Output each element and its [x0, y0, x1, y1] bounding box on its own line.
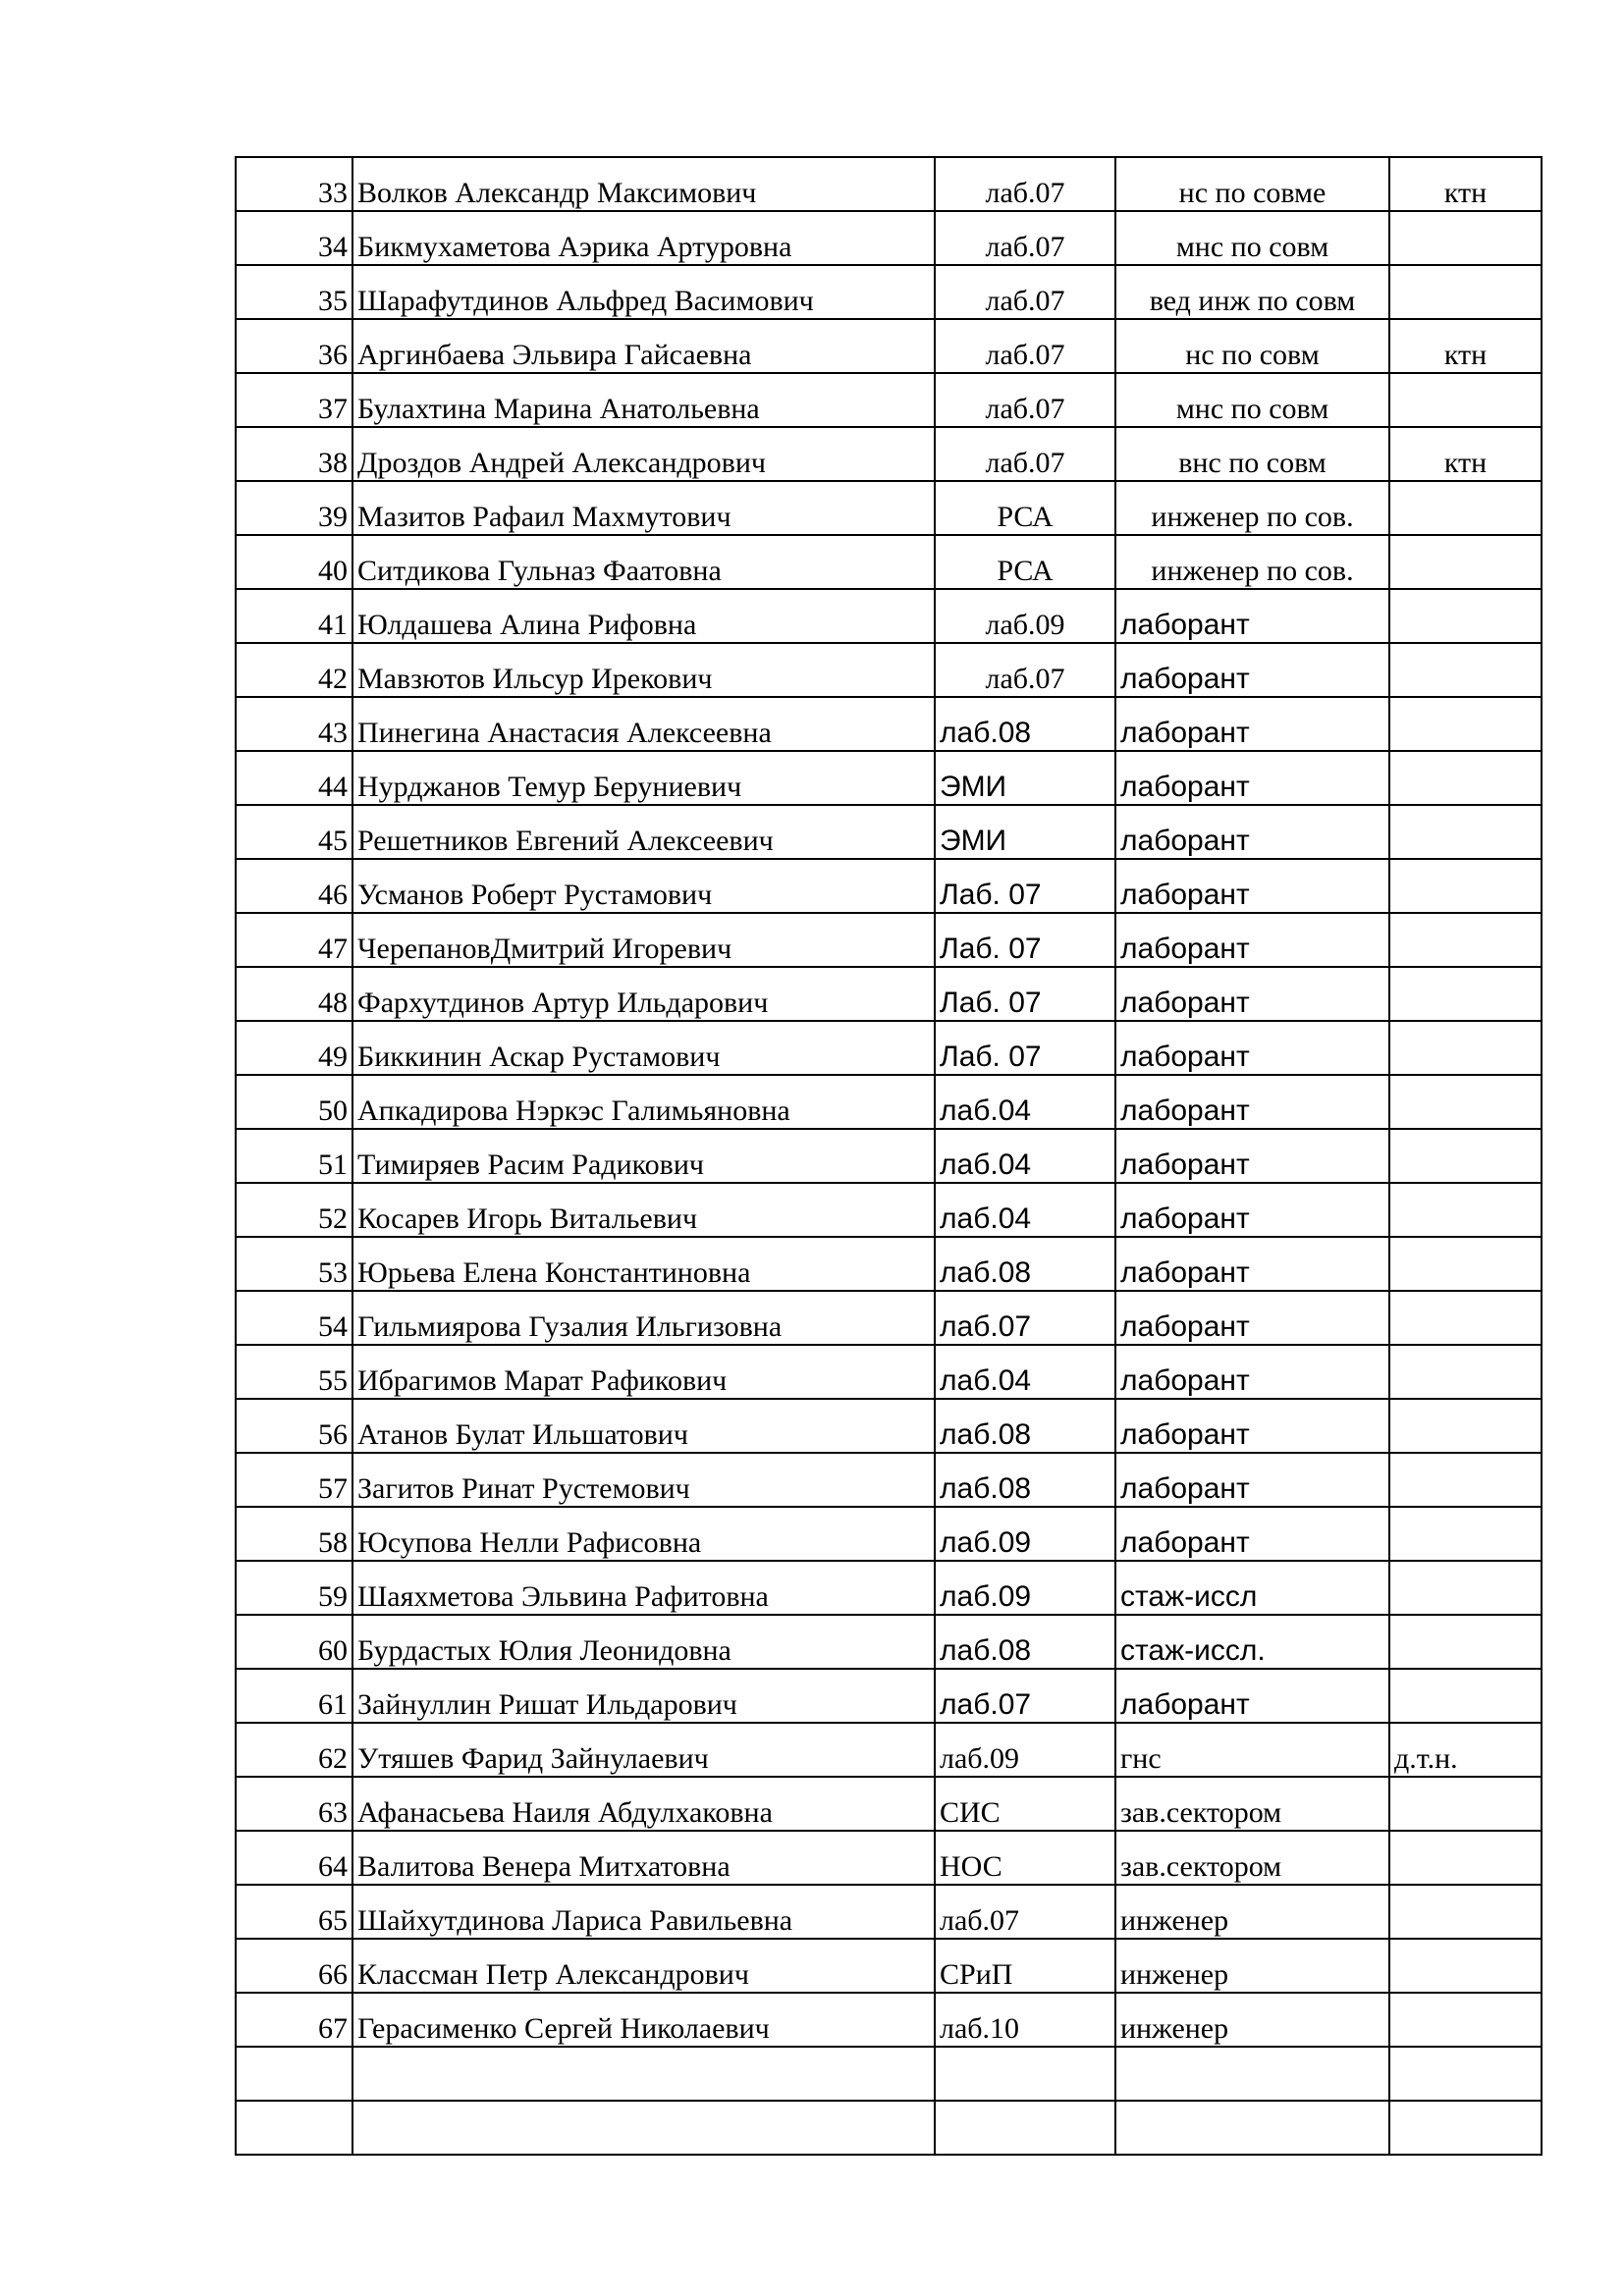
academic-degree — [1389, 1669, 1542, 1723]
table-row — [236, 967, 1542, 1021]
department: лаб.08 — [935, 1399, 1115, 1453]
employee-name: Биккинин Аскар Рустамович — [352, 1021, 935, 1075]
position: лаборант — [1115, 967, 1389, 1021]
table-row — [236, 1723, 1542, 1777]
position: лаборант — [1115, 1237, 1389, 1291]
academic-degree — [1389, 1561, 1542, 1615]
position: вед инж по совм — [1115, 265, 1389, 319]
department: лаб.08 — [935, 697, 1115, 751]
employee-name: Бикмухаметова Аэрика Артуровна — [352, 211, 935, 265]
employee-name: ЧерепановДмитрий Игоревич — [352, 913, 935, 967]
row-number: 64 — [236, 1831, 352, 1885]
academic-degree — [1389, 1345, 1542, 1399]
position: мнс по совм — [1115, 373, 1389, 427]
position: лаборант — [1115, 697, 1389, 751]
table-row — [236, 1993, 1542, 2047]
row-number: 53 — [236, 1237, 352, 1291]
academic-degree — [1389, 967, 1542, 1021]
department — [935, 2101, 1115, 2155]
department: лаб.09 — [935, 1723, 1115, 1777]
position: зав.сектором — [1115, 1831, 1389, 1885]
position: лаборант — [1115, 643, 1389, 697]
department: ЭМИ — [935, 751, 1115, 805]
position: лаборант — [1115, 751, 1389, 805]
position: лаборант — [1115, 1507, 1389, 1561]
employee-name: Дроздов Андрей Александрович — [352, 427, 935, 481]
employee-name: Пинегина Анастасия Алексеевна — [352, 697, 935, 751]
table-row — [236, 427, 1542, 481]
row-number: 52 — [236, 1183, 352, 1237]
row-number: 43 — [236, 697, 352, 751]
table-row — [236, 373, 1542, 427]
academic-degree: ктн — [1389, 427, 1542, 481]
row-number: 61 — [236, 1669, 352, 1723]
position: инженер — [1115, 1885, 1389, 1939]
department: Лаб. 07 — [935, 913, 1115, 967]
staff-table-body — [236, 157, 1542, 2155]
employee-name: Шаяхметова Эльвина Рафитовна — [352, 1561, 935, 1615]
row-number: 48 — [236, 967, 352, 1021]
position: гнс — [1115, 1723, 1389, 1777]
academic-degree — [1389, 373, 1542, 427]
academic-degree — [1389, 1021, 1542, 1075]
position: лаборант — [1115, 1075, 1389, 1129]
row-number: 50 — [236, 1075, 352, 1129]
row-number: 41 — [236, 589, 352, 643]
academic-degree — [1389, 1615, 1542, 1669]
position: нс по совм — [1115, 319, 1389, 373]
table-row — [236, 1129, 1542, 1183]
department: лаб.07 — [935, 643, 1115, 697]
row-number: 58 — [236, 1507, 352, 1561]
row-number: 45 — [236, 805, 352, 859]
table-row — [236, 2101, 1542, 2155]
department: лаб.04 — [935, 1129, 1115, 1183]
row-number: 39 — [236, 481, 352, 535]
position: инженер — [1115, 1939, 1389, 1993]
department: лаб.07 — [935, 157, 1115, 211]
department: РСА — [935, 535, 1115, 589]
table-row — [236, 1237, 1542, 1291]
employee-name: Ибрагимов Марат Рафикович — [352, 1345, 935, 1399]
department: лаб.07 — [935, 1291, 1115, 1345]
table-row — [236, 211, 1542, 265]
position: лаборант — [1115, 913, 1389, 967]
employee-name: Ситдикова Гульназ Фаатовна — [352, 535, 935, 589]
employee-name: Косарев Игорь Витальевич — [352, 1183, 935, 1237]
position — [1115, 2047, 1389, 2101]
table-row — [236, 1345, 1542, 1399]
employee-name — [352, 2047, 935, 2101]
table-row — [236, 1615, 1542, 1669]
academic-degree — [1389, 643, 1542, 697]
employee-name: Мазитов Рафаил Махмутович — [352, 481, 935, 535]
academic-degree — [1389, 751, 1542, 805]
table-row — [236, 643, 1542, 697]
department: Лаб. 07 — [935, 967, 1115, 1021]
employee-name: Булахтина Марина Анатольевна — [352, 373, 935, 427]
academic-degree — [1389, 1939, 1542, 1993]
academic-degree: ктн — [1389, 157, 1542, 211]
employee-name: Юлдашева Алина Рифовна — [352, 589, 935, 643]
position: внс по совм — [1115, 427, 1389, 481]
employee-name — [352, 2101, 935, 2155]
row-number: 57 — [236, 1453, 352, 1507]
employee-name: Фархутдинов Артур Ильдарович — [352, 967, 935, 1021]
department: ЭМИ — [935, 805, 1115, 859]
employee-name: Утяшев Фарид Зайнулаевич — [352, 1723, 935, 1777]
department: лаб.08 — [935, 1453, 1115, 1507]
position: инженер по сов. — [1115, 481, 1389, 535]
row-number: 66 — [236, 1939, 352, 1993]
row-number — [236, 2101, 352, 2155]
department: лаб.08 — [935, 1615, 1115, 1669]
academic-degree — [1389, 1831, 1542, 1885]
employee-name: Шайхутдинова Лариса Равильевна — [352, 1885, 935, 1939]
table-row — [236, 1561, 1542, 1615]
department: лаб.07 — [935, 373, 1115, 427]
row-number: 51 — [236, 1129, 352, 1183]
position: лаборант — [1115, 1453, 1389, 1507]
row-number: 35 — [236, 265, 352, 319]
department: лаб.10 — [935, 1993, 1115, 2047]
employee-name: Бурдастых Юлия Леонидовна — [352, 1615, 935, 1669]
row-number: 59 — [236, 1561, 352, 1615]
department: лаб.08 — [935, 1237, 1115, 1291]
academic-degree — [1389, 1507, 1542, 1561]
table-row — [236, 1507, 1542, 1561]
table-row — [236, 1777, 1542, 1831]
department: лаб.07 — [935, 1669, 1115, 1723]
position: стаж-иссл — [1115, 1561, 1389, 1615]
employee-name: Тимиряев Расим Радикович — [352, 1129, 935, 1183]
department: лаб.07 — [935, 427, 1115, 481]
row-number: 60 — [236, 1615, 352, 1669]
academic-degree — [1389, 2047, 1542, 2101]
department: Лаб. 07 — [935, 859, 1115, 913]
position: лаборант — [1115, 1129, 1389, 1183]
row-number: 42 — [236, 643, 352, 697]
position: зав.сектором — [1115, 1777, 1389, 1831]
employee-name: Усманов Роберт Рустамович — [352, 859, 935, 913]
academic-degree — [1389, 211, 1542, 265]
department: лаб.09 — [935, 1561, 1115, 1615]
academic-degree — [1389, 1129, 1542, 1183]
academic-degree — [1389, 589, 1542, 643]
row-number: 40 — [236, 535, 352, 589]
table-row — [236, 1075, 1542, 1129]
employee-name: Юсупова Нелли Рафисовна — [352, 1507, 935, 1561]
position: стаж-иссл. — [1115, 1615, 1389, 1669]
position: нс по совме — [1115, 157, 1389, 211]
table-row — [236, 1885, 1542, 1939]
row-number: 63 — [236, 1777, 352, 1831]
table-row — [236, 319, 1542, 373]
table-row — [236, 751, 1542, 805]
academic-degree — [1389, 913, 1542, 967]
academic-degree: д.т.н. — [1389, 1723, 1542, 1777]
employee-name: Валитова Венера Митхатовна — [352, 1831, 935, 1885]
employee-name: Гильмиярова Гузалия Ильгизовна — [352, 1291, 935, 1345]
table-row — [236, 1399, 1542, 1453]
position: инженер по сов. — [1115, 535, 1389, 589]
row-number: 67 — [236, 1993, 352, 2047]
row-number: 56 — [236, 1399, 352, 1453]
department: НОС — [935, 1831, 1115, 1885]
employee-name: Аргинбаева Эльвира Гайсаевна — [352, 319, 935, 373]
employee-name: Атанов Булат Ильшатович — [352, 1399, 935, 1453]
employee-name: Юрьева Елена Константиновна — [352, 1237, 935, 1291]
academic-degree: ктн — [1389, 319, 1542, 373]
employee-name: Загитов Ринат Рустемович — [352, 1453, 935, 1507]
table-row — [236, 1291, 1542, 1345]
table-row — [236, 1453, 1542, 1507]
department: лаб.09 — [935, 1507, 1115, 1561]
position: лаборант — [1115, 1183, 1389, 1237]
academic-degree — [1389, 1885, 1542, 1939]
row-number: 44 — [236, 751, 352, 805]
employee-name: Афанасьева Наиля Абдулхаковна — [352, 1777, 935, 1831]
academic-degree — [1389, 1075, 1542, 1129]
employee-name: Герасименко Сергей Николаевич — [352, 1993, 935, 2047]
row-number: 46 — [236, 859, 352, 913]
table-row — [236, 1831, 1542, 1885]
employee-name: Волков Александр Максимович — [352, 157, 935, 211]
position: лаборант — [1115, 1021, 1389, 1075]
position: мнс по совм — [1115, 211, 1389, 265]
academic-degree — [1389, 805, 1542, 859]
academic-degree — [1389, 481, 1542, 535]
academic-degree — [1389, 535, 1542, 589]
position: лаборант — [1115, 1345, 1389, 1399]
position: лаборант — [1115, 589, 1389, 643]
table-row — [236, 589, 1542, 643]
academic-degree — [1389, 1291, 1542, 1345]
table-row — [236, 805, 1542, 859]
table-row — [236, 535, 1542, 589]
row-number: 37 — [236, 373, 352, 427]
position — [1115, 2101, 1389, 2155]
table-row — [236, 157, 1542, 211]
department: лаб.07 — [935, 211, 1115, 265]
staff-table — [235, 156, 1543, 2156]
position: лаборант — [1115, 1669, 1389, 1723]
academic-degree — [1389, 1453, 1542, 1507]
department: лаб.07 — [935, 1885, 1115, 1939]
department: СИС — [935, 1777, 1115, 1831]
table-row — [236, 481, 1542, 535]
row-number: 47 — [236, 913, 352, 967]
department: РСА — [935, 481, 1115, 535]
row-number: 33 — [236, 157, 352, 211]
row-number: 34 — [236, 211, 352, 265]
academic-degree — [1389, 1183, 1542, 1237]
row-number: 36 — [236, 319, 352, 373]
academic-degree — [1389, 697, 1542, 751]
table-row — [236, 1183, 1542, 1237]
employee-name: Классман Петр Александрович — [352, 1939, 935, 1993]
department: лаб.04 — [935, 1075, 1115, 1129]
position: лаборант — [1115, 805, 1389, 859]
employee-name: Мавзютов Ильсур Ирекович — [352, 643, 935, 697]
department: лаб.09 — [935, 589, 1115, 643]
row-number: 65 — [236, 1885, 352, 1939]
department: лаб.04 — [935, 1183, 1115, 1237]
academic-degree — [1389, 1237, 1542, 1291]
academic-degree — [1389, 265, 1542, 319]
academic-degree — [1389, 859, 1542, 913]
employee-name: Апкадирова Нэркэс Галимьяновна — [352, 1075, 935, 1129]
table-row — [236, 697, 1542, 751]
position: лаборант — [1115, 1399, 1389, 1453]
department: СРиП — [935, 1939, 1115, 1993]
table-row — [236, 913, 1542, 967]
department: лаб.04 — [935, 1345, 1115, 1399]
academic-degree — [1389, 1993, 1542, 2047]
employee-name: Шарафутдинов Альфред Васимович — [352, 265, 935, 319]
employee-name: Зайнуллин Ришат Ильдарович — [352, 1669, 935, 1723]
row-number — [236, 2047, 352, 2101]
table-row — [236, 265, 1542, 319]
employee-name: Решетников Евгений Алексеевич — [352, 805, 935, 859]
department — [935, 2047, 1115, 2101]
position: лаборант — [1115, 859, 1389, 913]
row-number: 38 — [236, 427, 352, 481]
employee-name: Нурджанов Темур Беруниевич — [352, 751, 935, 805]
row-number: 49 — [236, 1021, 352, 1075]
department: Лаб. 07 — [935, 1021, 1115, 1075]
row-number: 54 — [236, 1291, 352, 1345]
position: лаборант — [1115, 1291, 1389, 1345]
department: лаб.07 — [935, 265, 1115, 319]
row-number: 55 — [236, 1345, 352, 1399]
table-row — [236, 859, 1542, 913]
position: инженер — [1115, 1993, 1389, 2047]
department: лаб.07 — [935, 319, 1115, 373]
table-row — [236, 1939, 1542, 1993]
academic-degree — [1389, 1399, 1542, 1453]
academic-degree — [1389, 1777, 1542, 1831]
academic-degree — [1389, 2101, 1542, 2155]
table-row — [236, 1669, 1542, 1723]
table-row — [236, 1021, 1542, 1075]
table-row — [236, 2047, 1542, 2101]
row-number: 62 — [236, 1723, 352, 1777]
